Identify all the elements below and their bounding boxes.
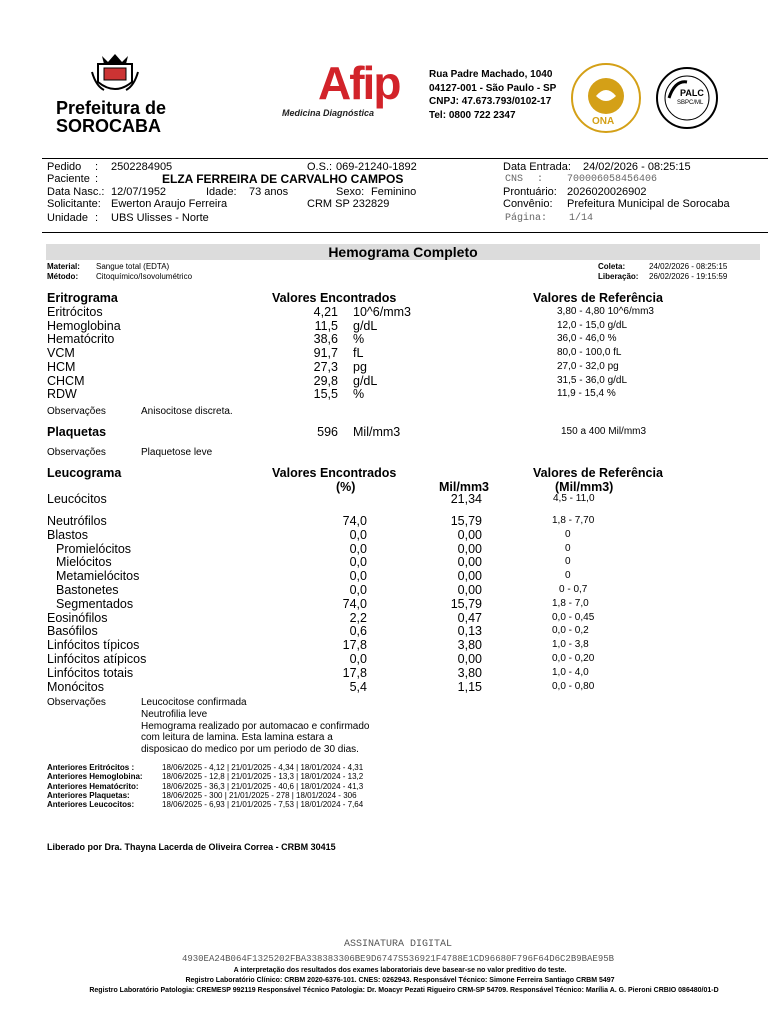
os-value: 069-21240-1892 [336,161,417,173]
param-abs: 0,00 [457,583,482,597]
anteriores-label: Anteriores Hematócrito: [47,781,139,791]
param-value: 4,21 [313,305,338,319]
obs-label: Observações [47,447,106,458]
eritrograma-obs [0,406,768,420]
anteriores-label: Anteriores Plaquetas: [47,790,130,800]
anteriores-values: 18/06/2025 - 4,12 | 21/01/2025 - 4,34 | 18/01/2024 - 4,31 [162,763,364,772]
unidade-label: Unidade [47,212,88,224]
leucograma-row [0,583,768,597]
colon: : [95,161,99,173]
paciente-label: Paciente [47,173,90,185]
leucograma-row [0,597,768,611]
idade-label: Idade: [206,186,237,198]
param-name: Metamielócitos [56,569,140,584]
param-abs: 3,80 [457,638,482,653]
param-name: Linfócitos totais [47,665,134,680]
param-ref: 0,0 - 0,2 [552,625,589,637]
pagina-label: Página: [505,213,548,224]
param-ref: 80,0 - 100,0 fL [557,347,622,359]
eritrograma-title: Eritrograma [47,291,118,305]
param-ref: 12,0 - 15,0 g/dL [557,319,628,331]
eritrograma-row [0,360,768,374]
param-abs: 15,79 [450,596,482,611]
param-name: Hemoglobina [47,318,121,333]
palc-sub: SBPC/ML [677,100,704,106]
param-unit: fL [353,346,364,361]
colon: : [95,212,99,224]
col-found-header: Valores Encontrados [272,291,397,305]
param-abs: 0,00 [457,527,482,542]
plaquetas-ref: 150 a 400 Mil/mm3 [561,426,647,437]
param-ref: 0 [565,542,571,554]
footer-reg2: Registro Laboratório Patologia: CREMESP 992119 Responsável Técnico Patologia: Dr. Moacyr Pezati Rigueiro CRM-SP 54709. Responsável Técnico: Marília A. G. Pieroni CRBIO 086480/01-D [89,987,719,994]
param-ref: 1,0 - 4,0 [552,666,589,678]
prontuario-value: 2026020026902 [567,186,647,198]
leucograma-title: Leucograma [47,466,122,480]
address-line: 04127-001 - São Paulo - SP [429,82,557,94]
param-name: Eritrócitos [47,305,103,319]
param-name: HCM [47,359,76,374]
palc-label: PALC [680,88,704,98]
os-label: O.S.: [307,161,333,173]
obs-label: Observações [47,697,106,708]
colon: : [537,174,544,185]
param-name: RDW [47,387,77,402]
eritrograma-row [0,319,768,333]
leucograma-row [0,652,768,666]
leucograma-row [0,528,768,542]
anteriores-label: Anteriores Eritrócitos : [47,763,135,772]
eritrograma-row [0,346,768,360]
param-ref: 1,0 - 3,8 [552,639,589,651]
param-name: Basófilos [47,624,98,639]
address-line: Tel: 0800 722 2347 [429,109,516,121]
ona-seal [570,62,642,134]
param-ref: 0 [565,556,571,568]
leucograma-row [0,666,768,680]
prefeitura-title-line2: SOROCABA [56,116,162,136]
anteriores-values: 18/06/2025 - 36,3 | 21/01/2025 - 40,6 | 18/01/2024 - 41,3 [162,781,364,791]
pedido-label: Pedido [47,161,82,173]
param-value: 38,6 [313,332,338,347]
convenio-value: Prefeitura Municipal de Sorocaba [567,198,730,210]
param-pct: 17,8 [342,638,367,653]
address-line: Rua Padre Machado, 1040 [429,69,553,80]
param-pct: 5,4 [349,679,367,694]
leucograma-row [0,542,768,556]
leucograma-header [0,466,768,480]
plaquetas-row [0,425,768,439]
obs-text: Anisocitose discreta. [141,406,233,417]
param-ref: 31,5 - 36,0 g/dL [557,374,628,386]
param-name: Linfócitos atípicos [47,652,147,666]
obs-line: Neutrofilia leve [141,708,208,720]
nasc-value: 12/07/1952 [111,186,167,198]
paciente-name: ELZA FERREIRA DE CARVALHO CAMPOS [162,172,404,186]
data-entrada-label: Data Entrada: [503,161,571,173]
divider [42,232,768,233]
palc-seal-icon [655,66,719,130]
anteriores-block [0,763,768,815]
idade-value: 73 anos [249,186,289,198]
plaquetas-name: Plaquetas [47,425,107,439]
divider [42,158,768,159]
param-abs: 15,79 [450,514,482,528]
param-name: Neutrófilos [47,514,107,528]
material-value: Sangue total (EDTA) [96,262,170,271]
param-name: Linfócitos típicos [47,638,140,653]
leucocitos-abs: 21,34 [450,492,482,506]
eritrograma-header [0,291,768,305]
convenio-label: Convênio: [503,198,553,210]
anteriores-values: 18/06/2025 - 6,93 | 21/01/2025 - 7,53 | 18/01/2024 - 7,64 [162,800,364,810]
param-ref: 0 [565,570,571,582]
param-abs: 0,47 [457,610,482,625]
param-ref: 0 - 0,7 [559,584,588,595]
param-pct: 0,0 [349,652,367,666]
cns-label: CNS [505,174,524,185]
param-ref: 0,0 - 0,45 [552,611,595,623]
liberado-por: Liberado por Dra. Thayna Lacerda de Oliveira Correa - CRBM 30415 [47,842,336,852]
param-name: Eosinófilos [47,610,108,625]
plaquetas-value: 596 [317,425,338,439]
liberacao-value: 26/02/2026 - 19:15:59 [649,272,728,281]
param-abs: 0,00 [457,569,482,584]
leucocitos-row [0,492,768,506]
param-pct: 0,6 [349,624,367,639]
param-name: CHCM [47,373,85,388]
obs-line: disposicao do medico por um periodo de 30 dias. [141,744,359,756]
param-name: Promielócitos [56,541,132,556]
col-ref-unit-header: (Mil/mm3) [555,480,614,494]
col-pct-header: (%) [336,480,356,494]
footer-note: A interpretação dos resultados dos exames laboratoriais deve basear-se no valor preditivo do teste. [233,967,567,974]
metodo-value: Citoquímico/Isovolumétrico [96,272,193,281]
eritrograma-row [0,305,768,319]
sexo-value: Feminino [371,186,417,198]
param-ref: 27,0 - 32,0 pg [557,360,619,372]
metodo-label: Método: [47,272,79,281]
pedido-value: 2502284905 [111,161,173,173]
crm-value: CRM SP 232829 [307,198,390,210]
param-ref: 36,0 - 46,0 % [557,333,617,345]
signature-hash: 4930EA24B064F1325202FBA338383306BE9D6747S536921F4788E1CD96680F796F64D6C2B9BAE95B [181,954,615,964]
eritrograma-row [0,332,768,346]
param-unit: g/dL [353,318,378,333]
param-pct: 0,0 [349,583,367,597]
anteriores-values: 18/06/2025 - 300 | 21/01/2025 - 278 | 18/01/2024 - 306 [162,790,357,800]
solicitante-label: Solicitante: [47,198,101,210]
param-unit: % [353,332,365,347]
leucograma-row [0,514,768,528]
leucograma-row [0,555,768,569]
param-value: 15,5 [313,387,338,402]
afip-brand: Afip [318,57,400,109]
param-name: Monócitos [47,679,104,694]
anteriores-label: Anteriores Hemoglobina: [47,772,143,782]
param-name: Blastos [47,527,88,542]
address-line: CNPJ: 47.673.793/0102-17 [429,96,552,107]
param-ref: 0,0 - 0,80 [552,680,595,692]
param-ref: 3,80 - 4,80 10^6/mm3 [557,306,654,317]
param-abs: 0,00 [457,652,482,666]
obs-line: com leitura de lamina. Esta lamina estara a [141,732,333,744]
col-found-header: Valores Encontrados [272,466,397,480]
param-abs: 1,15 [457,679,482,694]
param-ref: 1,8 - 7,0 [552,597,589,609]
palc-seal [655,66,719,130]
param-ref: 1,8 - 7,70 [552,515,595,526]
obs-lines [141,697,369,756]
param-pct: 0,0 [349,555,367,570]
obs-line: Hemograma realizado por automacao e confirmado [141,720,370,732]
col-ref-header: Valores de Referência [533,466,663,480]
obs-line: Leucocitose confirmada [141,697,247,708]
param-abs: 0,13 [457,624,482,639]
param-unit: g/dL [353,373,378,388]
obs-label: Observações [47,406,106,417]
unidade-value: UBS Ulisses - Norte [111,212,209,224]
plaquetas-obs [0,447,768,461]
param-ref: 0,0 - 0,20 [552,653,595,664]
leucograma-row [0,569,768,583]
patient-info [0,160,768,230]
leucocitos-ref: 4,5 - 11,0 [553,493,595,504]
leucograma-row [0,680,768,694]
data-entrada-value: 24/02/2026 - 08:25:15 [583,161,691,173]
param-ref: 11,9 - 15,4 % [557,388,616,400]
param-ref: 0 [565,528,571,540]
nasc-label: Data Nasc.: [47,186,105,198]
solicitante-value: Ewerton Araujo Ferreira [111,198,228,210]
anteriores-values: 18/06/2025 - 12,8 | 21/01/2025 - 13,3 | 18/01/2024 - 13,2 [162,772,364,782]
exam-meta [0,262,768,282]
param-name: Bastonetes [56,583,119,597]
param-pct: 2,2 [349,610,367,625]
prefeitura-title-line1: Prefeitura de [56,98,167,118]
exam-title: Hemograma Completo [328,244,478,260]
param-name: Hematócrito [47,332,115,347]
param-value: 29,8 [313,373,338,388]
param-unit: pg [353,359,367,374]
param-pct: 17,8 [342,665,367,680]
param-unit: 10^6/mm3 [353,305,411,319]
param-value: 27,3 [313,359,338,374]
coleta-value: 24/02/2026 - 08:25:15 [649,262,728,271]
param-value: 91,7 [313,346,338,361]
ona-label: ONA [592,116,615,127]
eritrograma-row [0,387,768,401]
cns-value: 700006058456406 [567,174,658,185]
obs-text: Plaquetose leve [141,447,213,458]
leucograma-row [0,611,768,625]
param-pct: 74,0 [342,596,367,611]
afip-tagline: Medicina Diagnóstica [282,108,375,118]
plaquetas-unit: Mil/mm3 [353,425,401,439]
assinatura-label: ASSINATURA DIGITAL [343,939,453,950]
param-abs: 0,00 [457,555,482,570]
sorocaba-crest-icon [90,52,140,98]
param-pct: 0,0 [349,541,367,556]
leucograma-obs [0,697,768,757]
material-label: Material: [47,262,80,271]
leucograma-row [0,624,768,638]
col-ref-header: Valores de Referência [533,291,663,305]
liberacao-label: Liberação: [598,272,639,281]
param-abs: 0,00 [457,541,482,556]
param-name: Mielócitos [56,555,112,570]
param-pct: 0,0 [349,527,367,542]
prefeitura-logo [52,52,182,138]
afip-address [429,68,556,122]
sexo-label: Sexo: [336,186,365,198]
coleta-label: Coleta: [598,262,626,271]
param-name: Segmentados [56,596,134,611]
param-unit: % [353,387,365,402]
anteriores-label: Anteriores Leucocitos: [47,800,135,810]
param-pct: 74,0 [342,514,367,528]
prontuario-label: Prontuário: [503,186,557,198]
eritrograma-row [0,374,768,388]
afip-logo [282,57,422,124]
colon: : [95,173,99,185]
param-name: VCM [47,346,75,361]
leucograma-row [0,638,768,652]
param-value: 11,5 [314,318,338,333]
param-pct: 0,0 [349,569,367,584]
param-abs: 3,80 [457,665,482,680]
leucocitos-name: Leucócitos [47,492,107,506]
col-abs-header: Mil/mm3 [439,480,490,494]
footer-reg1: Registro Laboratório Clínico: CRBM 2020-6376-101. CNES: 0262943. Responsável Técnico: Simone Ferreira Santiago CRBM 5497 [185,977,615,984]
pagina-value: 1/14 [569,213,594,224]
